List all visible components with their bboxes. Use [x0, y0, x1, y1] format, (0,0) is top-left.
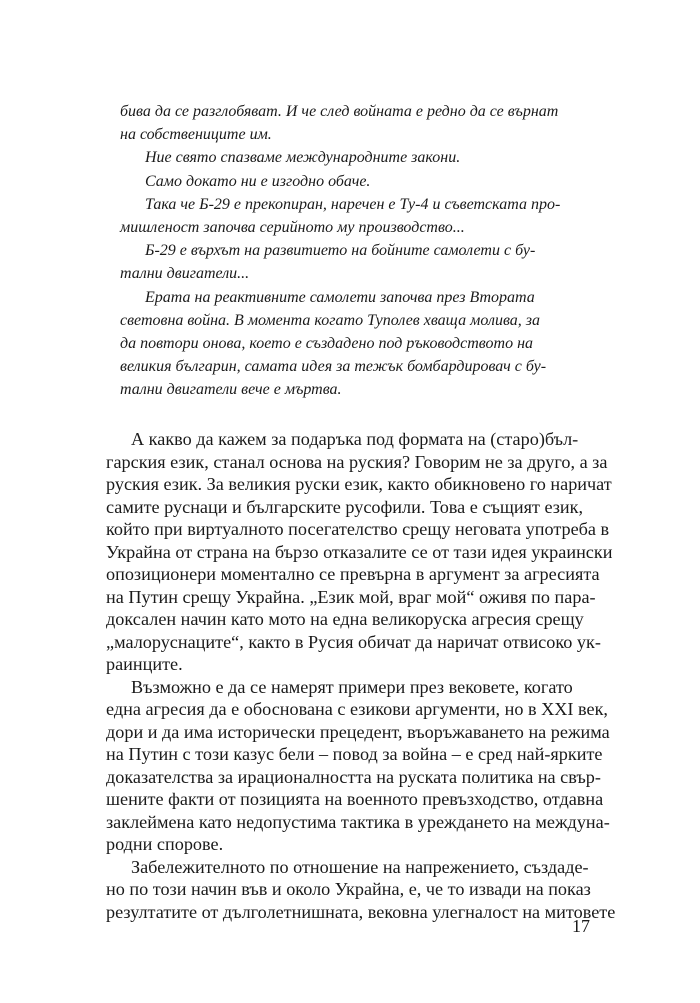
body-line: опозиционери моментално се превърна в аргумент за агресията [106, 564, 600, 584]
body-line: самите руснаци и българските русофили. Това е същият език, [106, 496, 584, 517]
body-line: доксален начин като мото на една великоруска агресия срещу [106, 609, 584, 629]
quote-line: Ерата на реактивните самолети започва през Втората [145, 288, 535, 306]
quote-line: Б-29 е върхът на развитието на бойните самолети с бу- [145, 242, 536, 260]
body-line: раинците. [106, 654, 183, 674]
quote-line: световна война. В момента когато Туполев хваща молива, за [120, 311, 541, 329]
body-line: на Путин срещу Украйна. „Език мой, враг мой“ оживя по пара- [106, 586, 596, 607]
body-line: но по този начин във и около Украйна, е, че то извади на показ [106, 879, 591, 899]
body-line: една агресия да е обоснована с езикови аргументи, но в XXI век, [106, 699, 608, 719]
body-line: резултатите от дълголетнишната, вековна улегналост на митовете [106, 901, 616, 922]
quote-line: великия българин, самата идея за тежък бомбардировач с бу- [120, 358, 547, 376]
body-line: дори и да има исторически прецедент, въоръжаването на режима [106, 721, 610, 742]
quote-line: Ние свято спазваме международните закони. [145, 149, 461, 167]
body-line: гарския език, станал основа на руския? Говорим не за друго, а за [106, 451, 608, 472]
body-line: който при виртуалното посегателство срещу неговата употреба в [106, 519, 610, 539]
quote-line: да повтори онова, което е създадено под ръководството на [120, 335, 533, 352]
quote-line: бива да се разглобяват. И че след войната е редно да се върнат [120, 103, 559, 120]
body-line: „малоруснаците“, както в Русия обичат да наричат отвисоко ук- [106, 631, 601, 652]
quote-line: тални двигатели вече е мъртва. [120, 381, 342, 399]
quote-line: тални двигатели... [120, 265, 250, 283]
body-line: заклеймена като недопустима тактика в уреждането на междуна- [106, 811, 610, 832]
body-line: родни спорове. [106, 834, 224, 854]
body-line: Възможно е да се намерят примери през вековете, когато [131, 676, 573, 697]
body-line: доказателства за ирационалността на руската политика на свър- [106, 766, 601, 787]
body-line: А какво да кажем за подаръка под формата на (старо)бъл- [131, 429, 579, 449]
quote-line: на собствениците им. [120, 126, 272, 144]
quote-line: Така че Б-29 е прекопиран, наречен е Ту-4 и съветската про- [145, 195, 561, 213]
body-line: руския език. За великия руски език, както обикновено го наричат [106, 474, 612, 494]
body-line: на Путин с този казус бели – повод за война – е сред най-ярките [106, 744, 603, 764]
page-number: 17 [572, 916, 590, 936]
quote-line: Само докато ни е изгодно обаче. [145, 172, 371, 190]
body-line: Украйна от страна на бързо отказалите се от тази идея украински [106, 541, 613, 562]
body-line: Забележителното по отношение на напрежението, създаде- [131, 856, 589, 877]
body-line: шените факти от позицията на военното превъзходство, отдавна [106, 789, 604, 809]
quote-line: мишленост започва серийното му производство... [120, 219, 465, 236]
